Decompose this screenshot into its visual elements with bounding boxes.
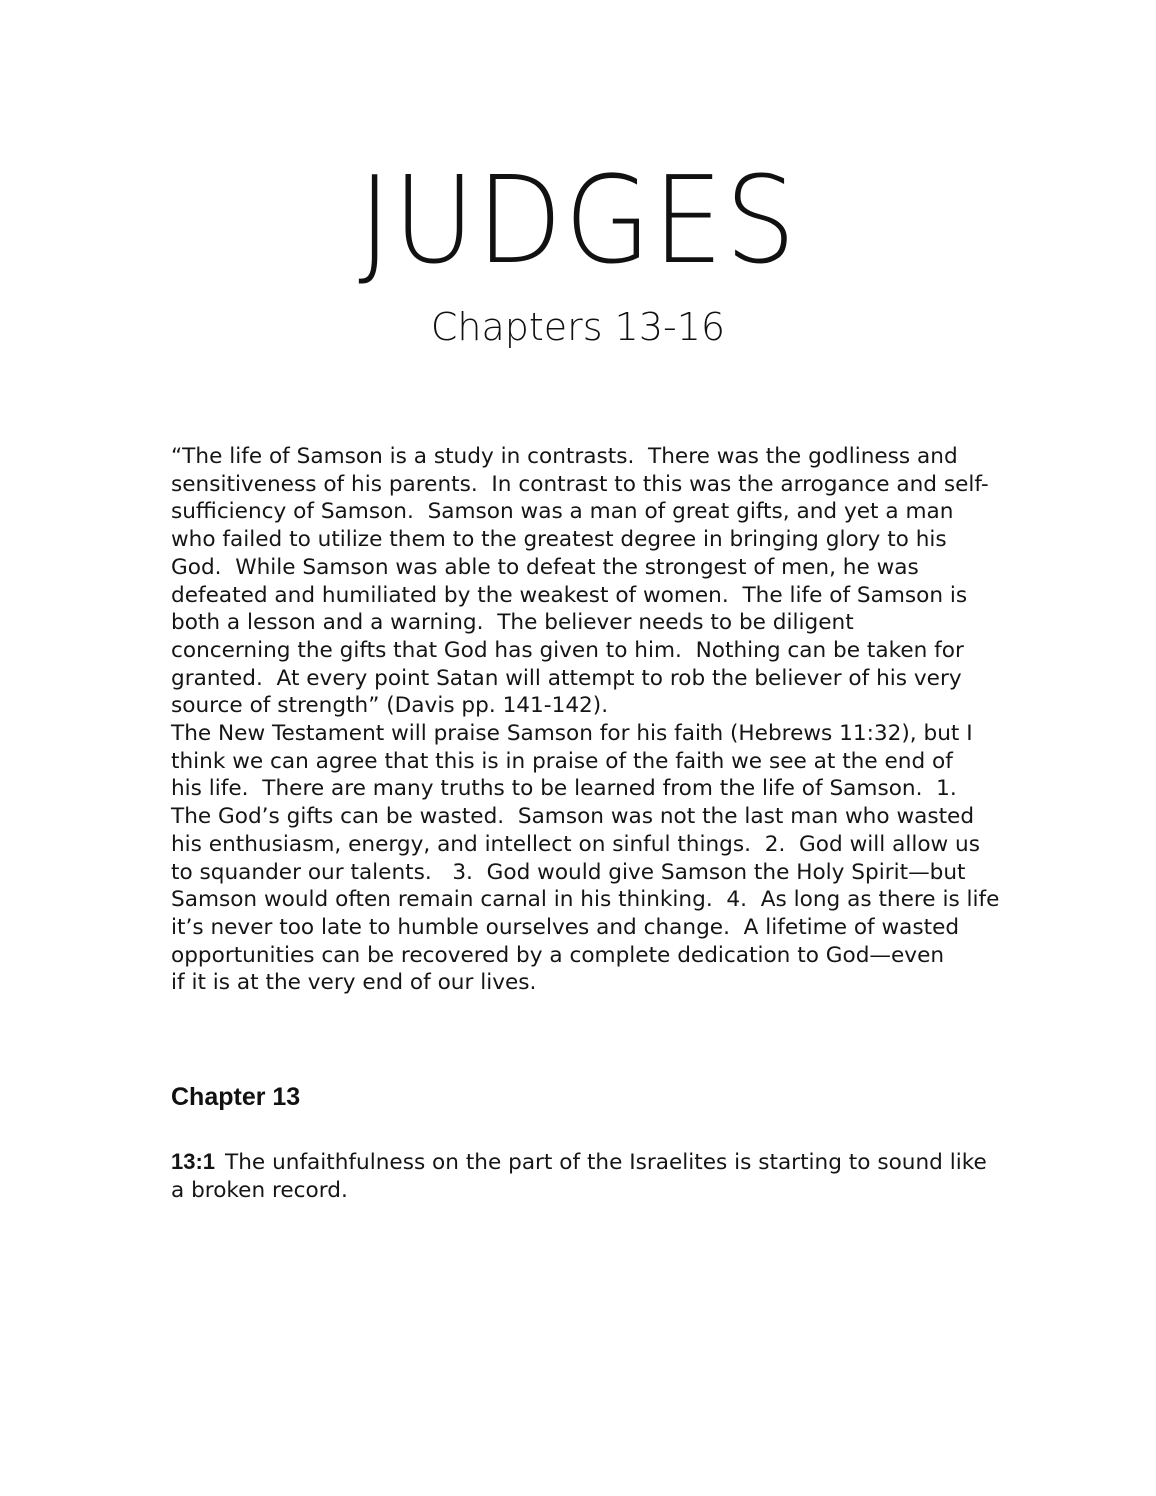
- paragraph-line: sensitiveness of his parents. In contrast to this was the arrogance and self-: [171, 471, 989, 497]
- verse-line: a broken record.: [171, 1177, 348, 1203]
- paragraph-line: it’s never too late to humble ourselves and change. A lifetime of wasted: [171, 914, 960, 940]
- paragraph-line: sufficiency of Samson. Samson was a man of great gifts, and yet a man: [171, 499, 954, 525]
- document-title: JUDGES: [358, 152, 798, 291]
- chapter-heading: Chapter 13: [171, 1083, 301, 1111]
- verse-text: The unfaithfulness on the part of the Israelites is starting to sound like: [225, 1150, 987, 1175]
- document-subtitle: Chapters 13-16: [430, 305, 726, 349]
- paragraph-line: his life. There are many truths to be learned from the life of Samson. 1.: [171, 776, 957, 802]
- paragraph-line: opportunities can be recovered by a complete dedication to God—even: [171, 942, 945, 968]
- paragraph-line: to squander our talents. 3. God would give Samson the Holy Spirit—but: [171, 859, 966, 885]
- paragraph-line: defeated and humiliated by the weakest of women. The life of Samson is: [171, 582, 968, 608]
- verse-line: [171, 1148, 1001, 1177]
- paragraph-line: who failed to utilize them to the greatest degree in bringing glory to his: [171, 527, 947, 553]
- paragraph-line: The New Testament will praise Samson for his faith (Hebrews 11:32), but I: [171, 721, 973, 746]
- paragraph-line: Samson would often remain carnal in his thinking. 4. As long as there is life: [171, 887, 1000, 913]
- verse-note: [171, 1148, 1001, 1204]
- paragraph-line: The God’s gifts can be wasted. Samson was not the last man who wasted: [171, 804, 975, 830]
- paragraph-line: concerning the gifts that God has given to him. Nothing can be taken for: [171, 637, 964, 663]
- paragraph-line: “The life of Samson is a study in contrasts. There was the godliness and: [171, 444, 958, 469]
- paragraph-line: both a lesson and a warning. The believer needs to be diligent: [171, 610, 854, 636]
- paragraph-line: God. While Samson was able to defeat the strongest of men, he was: [171, 554, 919, 580]
- paragraph-line: if it is at the very end of our lives.: [171, 970, 537, 996]
- paragraph-line: his enthusiasm, energy, and intellect on sinful things. 2. God will allow us: [171, 831, 980, 857]
- paragraph-line: granted. At every point Satan will attempt to rob the believer of his very: [171, 665, 962, 691]
- intro-quote-paragraph: [171, 443, 1001, 720]
- paragraph-line: source of strength” (Davis pp. 141-142).: [171, 693, 609, 719]
- verse-reference: 13:1: [171, 1149, 216, 1174]
- commentary-paragraph: [171, 720, 1001, 997]
- paragraph-line: think we can agree that this is in praise of the faith we see at the end of: [171, 748, 953, 774]
